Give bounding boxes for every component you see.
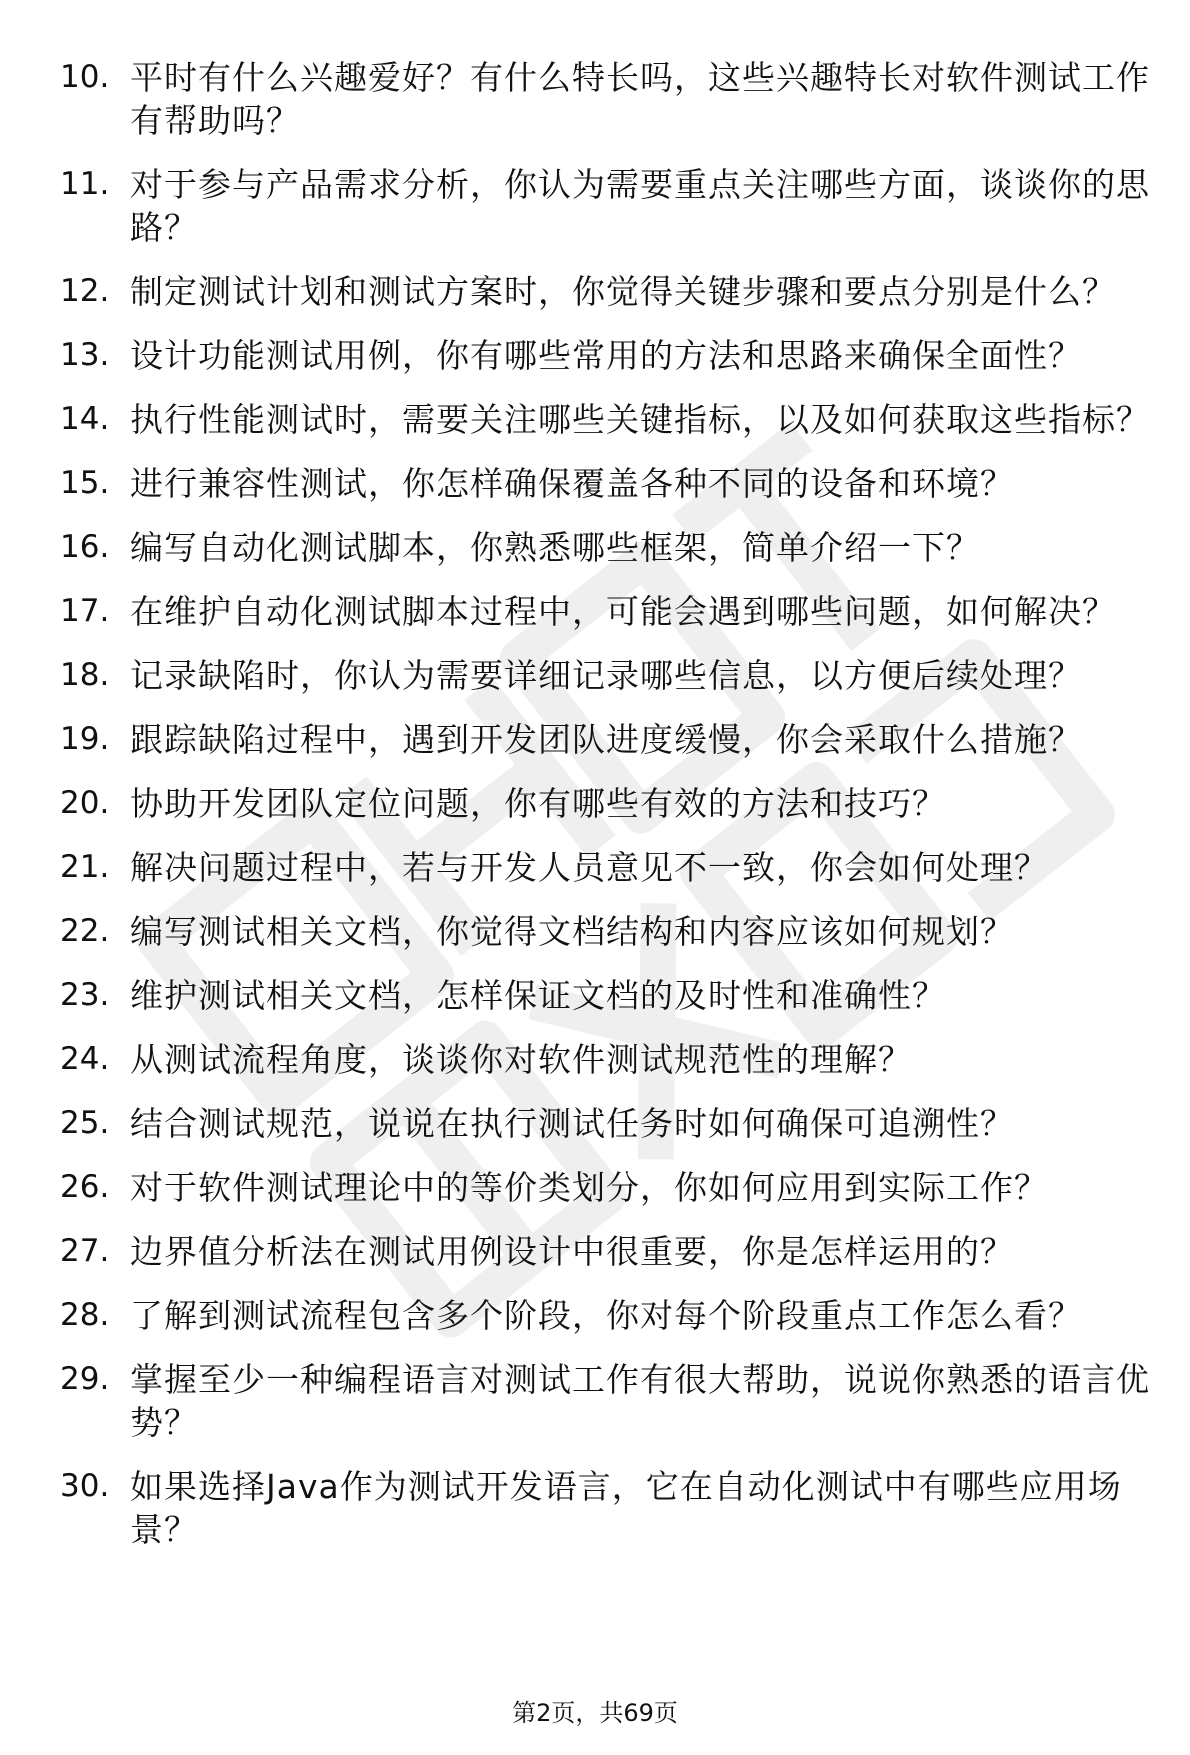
question-number: 13. [60,337,110,373]
question-number: 12. [60,273,110,309]
question-text: 从测试流程角度，谈谈你对软件测试规范性的理解？ [130,1040,912,1079]
question-number: 11. [60,166,110,202]
question-item [60,1038,1150,1081]
question-number: 25. [60,1105,110,1141]
question-text: 制定测试计划和测试方案时，你觉得关键步骤和要点分别是什么？ [130,272,1116,311]
question-item [60,526,1150,569]
question-number: 10. [60,59,110,95]
page-footer [0,1698,1190,1728]
page-number-label: 第2页，共69页 [512,1699,678,1727]
question-text: 在维护自动化测试脚本过程中，可能会遇到哪些问题，如何解决？ [130,592,1116,631]
question-text: 如果选择Java作为测试开发语言，它在自动化测试中有哪些应用场景？ [130,1467,1122,1549]
question-item [60,163,1150,249]
question-text: 进行兼容性测试，你怎样确保覆盖各种不同的设备和环境？ [130,464,1014,503]
question-text: 编写自动化测试脚本，你熟悉哪些框架，简单介绍一下？ [130,528,980,567]
question-number: 21. [60,849,110,885]
question-text: 对于软件测试理论中的等价类划分，你如何应用到实际工作？ [130,1168,1048,1207]
question-item [60,1294,1150,1337]
question-number: 18. [60,657,110,693]
question-list [60,56,1150,1572]
question-text: 解决问题过程中，若与开发人员意见不一致，你会如何处理？ [130,848,1048,887]
question-item [60,1102,1150,1145]
question-text: 协助开发团队定位问题，你有哪些有效的方法和技巧？ [130,784,946,823]
question-number: 27. [60,1233,110,1269]
question-number: 20. [60,785,110,821]
question-item [60,56,1150,142]
question-item [60,782,1150,825]
question-item [60,398,1150,441]
question-item [60,1358,1150,1444]
question-number: 17. [60,593,110,629]
question-item [60,718,1150,761]
question-text: 边界值分析法在测试用例设计中很重要，你是怎样运用的？ [130,1232,1014,1271]
question-item [60,462,1150,505]
question-text: 掌握至少一种编程语言对测试工作有很大帮助，说说你熟悉的语言优势？ [130,1360,1150,1442]
question-number: 29. [60,1361,110,1397]
question-text: 记录缺陷时，你认为需要详细记录哪些信息，以方便后续处理？ [130,656,1082,695]
question-number: 14. [60,401,110,437]
question-number: 28. [60,1297,110,1333]
question-item [60,1465,1150,1551]
question-number: 19. [60,721,110,757]
question-number: 24. [60,1041,110,1077]
question-number: 26. [60,1169,110,1205]
question-item [60,270,1150,313]
question-item [60,1166,1150,1209]
question-number: 15. [60,465,110,501]
question-text: 了解到测试流程包含多个阶段，你对每个阶段重点工作怎么看？ [130,1296,1082,1335]
question-number: 23. [60,977,110,1013]
question-item [60,334,1150,377]
question-text: 执行性能测试时，需要关注哪些关键指标，以及如何获取这些指标？ [130,400,1150,439]
question-text: 结合测试规范，说说在执行测试任务时如何确保可追溯性？ [130,1104,1014,1143]
question-item [60,1230,1150,1273]
question-text: 编写测试相关文档，你觉得文档结构和内容应该如何规划？ [130,912,1014,951]
question-item [60,910,1150,953]
question-text: 设计功能测试用例，你有哪些常用的方法和思路来确保全面性？ [130,336,1082,375]
question-item [60,846,1150,889]
question-number: 16. [60,529,110,565]
question-text: 维护测试相关文档，怎样保证文档的及时性和准确性？ [130,976,946,1015]
question-item [60,974,1150,1017]
question-item [60,654,1150,697]
question-text: 跟踪缺陷过程中，遇到开发团队进度缓慢，你会采取什么措施？ [130,720,1082,759]
question-text: 对于参与产品需求分析，你认为需要重点关注哪些方面，谈谈你的思路？ [130,165,1150,247]
question-item [60,590,1150,633]
question-text: 平时有什么兴趣爱好？有什么特长吗，这些兴趣特长对软件测试工作有帮助吗？ [130,58,1150,140]
question-number: 22. [60,913,110,949]
question-number: 30. [60,1468,110,1504]
